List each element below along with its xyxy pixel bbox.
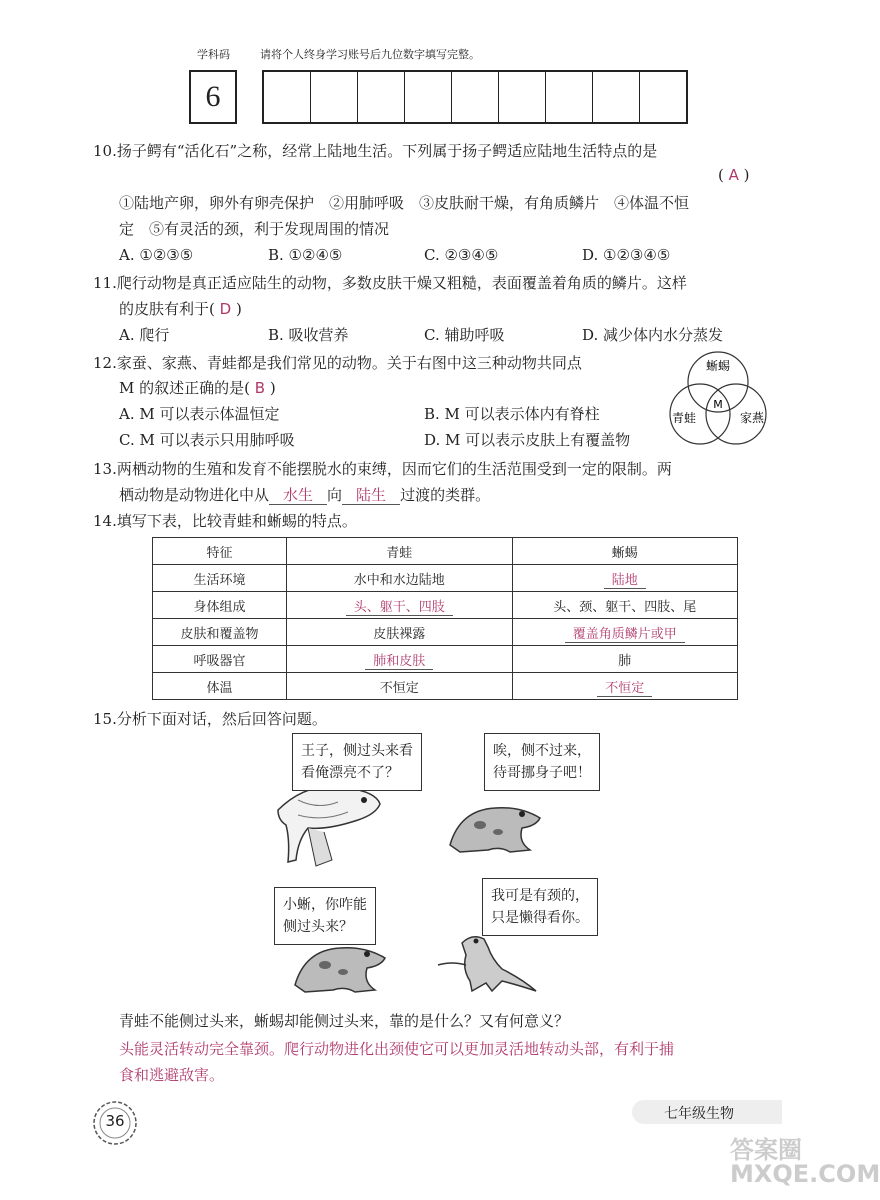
q10-choice-b: B. ①②④⑤: [268, 246, 343, 264]
table-row: [153, 619, 738, 646]
table-cell: 皮肤裸露: [287, 619, 513, 646]
q12-choice-d: D. M 可以表示皮肤上有覆盖物: [424, 431, 631, 449]
venn-label-left: 青蛙: [671, 411, 697, 425]
q12-choice-a: A. M 可以表示体温恒定: [119, 405, 280, 423]
q12-choice-c: C. M 可以表示只用肺呼吸: [119, 431, 295, 449]
table-cell: 不恒定: [512, 673, 737, 700]
q15-answer-line1: 头能灵活转动完全靠颈。爬行动物进化出颈使它可以更加灵活地转动头部，有利于捕: [119, 1040, 675, 1058]
table-cell: 覆盖角质鳞片或甲: [512, 619, 737, 646]
table-cell: 呼吸器官: [153, 646, 287, 673]
book-label: 七年级生物: [664, 1106, 734, 1122]
q10-stem: 10.扬子鳄有“活化石”之称，经常上陆地生活。下列属于扬子鳄适应陆地生活特点的是: [93, 142, 658, 160]
venn-label-center: M: [713, 398, 723, 411]
q14-stem: 14.填写下表，比较青蛙和蜥蜴的特点。: [93, 512, 357, 530]
q10-options-line2: 定 ⑤有灵活的颈，利于发现周围的情况: [119, 220, 390, 238]
table-cell: 陆地: [512, 565, 737, 592]
table-cell: 体温: [153, 673, 287, 700]
account-digit-boxes: [262, 70, 688, 124]
speech-bubble-fish: 王子，侧过头来看 看俺漂亮不了？: [292, 733, 422, 791]
comparison-table: [152, 537, 738, 700]
digit-box: [640, 72, 686, 122]
digit-box: [358, 72, 405, 122]
speech-bubble-frog1: 唉，侧不过来， 待哥挪身子吧！: [484, 733, 600, 791]
speech-bubble-lizard: 我可是有颈的， 只是懒得看你。: [482, 878, 598, 936]
table-cell: 皮肤和覆盖物: [153, 619, 287, 646]
table-cell: 不恒定: [287, 673, 513, 700]
q11-choice-d: D. 减少体内水分蒸发: [582, 326, 724, 344]
table-header-cell: 蜥蜴: [512, 538, 737, 565]
subject-code-box: 6: [189, 70, 237, 124]
digit-box: [311, 72, 358, 122]
q11-choice-c: C. 辅助呼吸: [424, 326, 505, 344]
q13-line1: 13.两栖动物的生殖和发育不能摆脱水的束缚，因而它们的生活范围受到一定的限制。两: [93, 460, 672, 478]
digit-box: [593, 72, 640, 122]
table-cell: 头、颈、躯干、四肢、尾: [512, 592, 737, 619]
table-row: [153, 646, 738, 673]
digit-box: [546, 72, 593, 122]
q10-choice-d: D. ①②③④⑤: [582, 246, 671, 264]
venn-label-right: 家燕: [739, 411, 765, 425]
q11-stem-line1: 11.爬行动物是真正适应陆生的动物，多数皮肤干燥又粗糙，表面覆盖着角质的鳞片。这样: [93, 274, 687, 292]
q10-answer: A: [728, 166, 739, 184]
table-row: [153, 565, 738, 592]
table-row: [153, 673, 738, 700]
table-cell: 肺和皮肤: [287, 646, 513, 673]
q10-choice-c: C. ②③④⑤: [424, 246, 499, 264]
q11-stem-line2: 的皮肤有利于( D ): [119, 300, 242, 318]
digit-box: [499, 72, 546, 122]
q15-stem: 15.分析下面对话，然后回答问题。: [93, 710, 327, 728]
q11-choice-a: A. 爬行: [119, 326, 170, 344]
watermark: 答案圈 MXQE.COM: [730, 1136, 880, 1188]
q12-stem-line2: M 的叙述正确的是( B ): [119, 379, 276, 397]
table-row: [153, 592, 738, 619]
instruction-text: 请将个人终身学习账号后九位数字填写完整。: [260, 48, 480, 61]
q10-choice-a: A. ①②③⑤: [119, 246, 194, 264]
table-cell: 水中和水边陆地: [287, 565, 513, 592]
lizard-illustration: [432, 925, 542, 1000]
q11-choice-b: B. 吸收营养: [268, 326, 349, 344]
table-cell: 身体组成: [153, 592, 287, 619]
table-header-cell: 特征: [153, 538, 287, 565]
q12-choice-b: B. M 可以表示体内有脊柱: [424, 405, 600, 423]
q15-answer-line2: 食和逃避敌害。: [119, 1066, 225, 1084]
frog-illustration: [440, 790, 550, 860]
q10-options-line1: ①陆地产卵，卵外有卵壳保护 ②用肺呼吸 ③皮肤耐干燥，有角质鳞片 ④体温不恒: [119, 194, 690, 212]
table-header-cell: 青蛙: [287, 538, 513, 565]
digit-box: [264, 72, 311, 122]
table-cell: 头、躯干、四肢: [287, 592, 513, 619]
speech-bubble-frog2: 小蜥，你咋能 侧过头来？: [274, 887, 376, 945]
venn-diagram: [662, 346, 774, 454]
q12-answer: B: [254, 379, 266, 397]
table-cell: 生活环境: [153, 565, 287, 592]
q11-answer: D: [219, 300, 232, 318]
subject-code-label: 学科码: [197, 48, 230, 61]
q13-line2: 栖动物是动物进化中从 水生 向 陆生 过渡的类群。: [119, 486, 491, 504]
q12-stem-line1: 12.家蚕、家燕、青蛙都是我们常见的动物。关于右图中这三种动物共同点: [93, 354, 582, 372]
q10-answer-paren: ( A ): [718, 166, 750, 184]
page-number: 36: [105, 1112, 125, 1130]
q13-blank2: 陆生: [342, 486, 400, 505]
q13-blank1: 水生: [269, 486, 327, 505]
digit-box: [405, 72, 452, 122]
digit-box: [452, 72, 499, 122]
venn-label-top: 蜥蜴: [705, 359, 731, 373]
table-header-row: [153, 538, 738, 565]
q15-question: 青蛙不能侧过头来，蜥蜴却能侧过头来，靠的是什么？又有何意义？: [119, 1012, 570, 1030]
table-cell: 肺: [512, 646, 737, 673]
